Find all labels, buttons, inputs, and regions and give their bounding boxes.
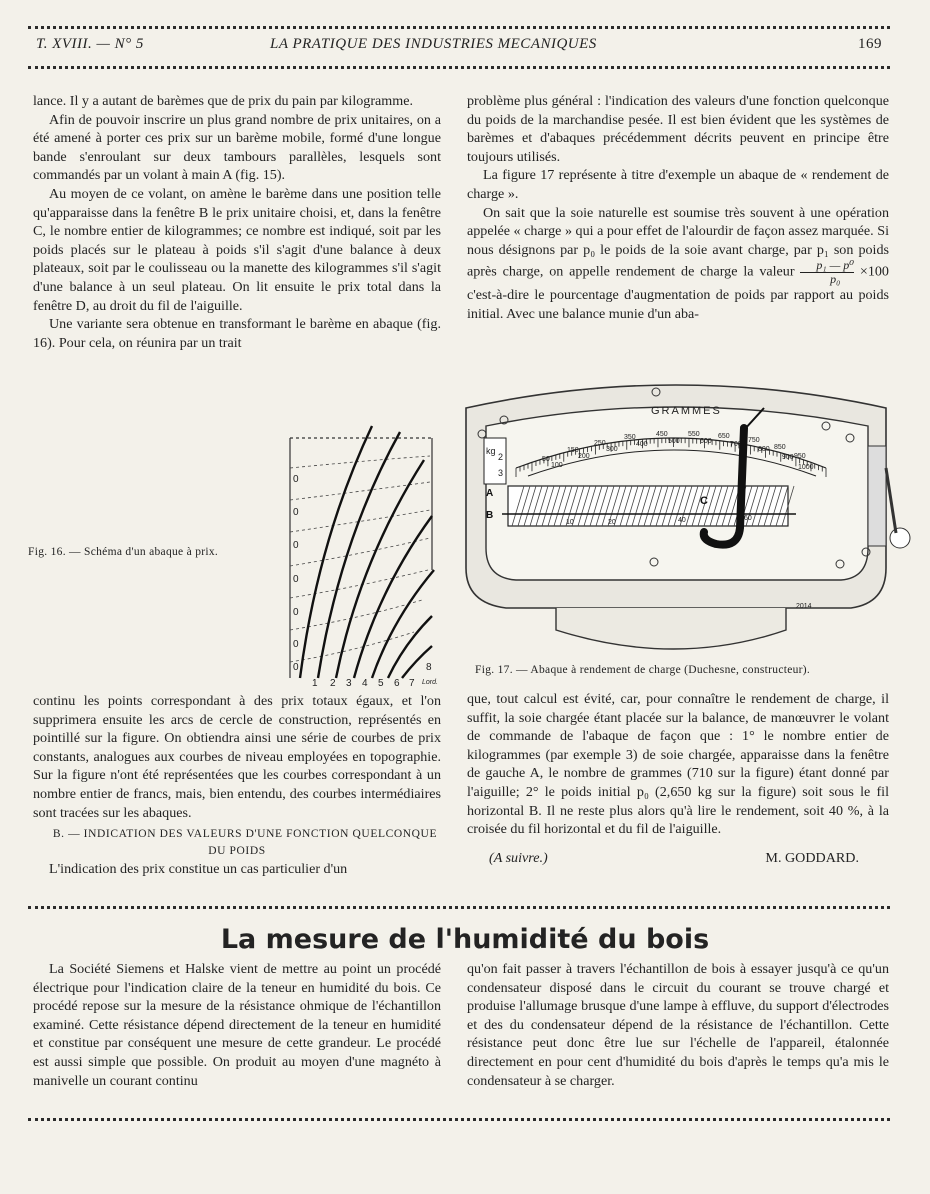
volume-number: T. XVIII. — N° 5	[36, 36, 144, 52]
formula-numerator: p₁ — p⁰	[800, 259, 854, 273]
formula-denominator: p₀	[830, 272, 841, 287]
fig17-scale-label: 950	[794, 453, 806, 460]
paragraph	[467, 204, 889, 324]
fig17-crank-mount	[868, 446, 886, 546]
fig17-kg-digit: 3	[498, 468, 504, 478]
fig17-band-number: 60	[744, 515, 752, 522]
fig17-scale-label: 1000	[798, 464, 814, 471]
formula-multiplier: ×100	[859, 264, 889, 281]
page-number: 169	[858, 36, 882, 52]
fig17-scale-label: 600	[700, 438, 712, 445]
fig16-curve-label: 6	[394, 678, 400, 688]
signature-line	[467, 849, 889, 868]
fig16-abaque	[282, 420, 442, 688]
paragraph-text: On sait que la soie naturelle est soumise très souvent à une opération appelée « charge » qui a pour effet de l'alourdir de façon assez marquée. Si nous désignons par p₀ le poids de la soie avant charge, par p₁ son poids après charge, on appelle rendement de charge la valeur	[467, 204, 889, 281]
fig17-band-number: 10	[566, 519, 574, 526]
fig17-scale-label: 650	[718, 433, 730, 440]
bottom-rule	[28, 1118, 890, 1121]
fig17-scale-label: 700	[730, 441, 742, 448]
fig17-scale-label: 250	[594, 440, 606, 447]
journal-title: LA PRATIQUE DES INDUSTRIES MECANIQUES	[270, 36, 597, 52]
paragraph: Au moyen de ce volant, on amène le barème dans une position telle qu'apparaisse dans la fenêtre B le prix unitaire choisi, et, dans la fenêtre C, le nombre entier de kilogrammes; ce nombre est indiqué, soit par les poids placés sur le plateau à poids s'il s'agit d'une balance à deux plateaux, soit par le coulisseau ou la manette des kilogrammes s'il s'agit d'une balance à un seul plateau. On lit ensuite le prix total dans la fenêtre D, au droit du fil de l'aiguille.	[33, 185, 441, 314]
fig16-curve-label: 4	[362, 678, 368, 688]
fig16-zero-label: 0	[293, 507, 299, 518]
running-header	[36, 36, 882, 58]
paragraph: La figure 17 représente à titre d'exemple un abaque de « rendement de charge ».	[467, 167, 889, 202]
fig17-scale-label: 50	[542, 456, 550, 463]
fig16-zero-label: 0	[293, 607, 299, 618]
header-rule	[28, 66, 890, 69]
fig17-scale-label: 350	[624, 434, 636, 441]
fig17-scale-label: 400	[636, 441, 648, 448]
fig17-scale-label: 450	[656, 431, 668, 438]
article-title: La mesure de l'humidité du bois	[220, 924, 710, 955]
paragraph: Une variante sera obtenue en transformant le barème en abaque (fig. 16). Pour cela, on réunira par un trait	[33, 316, 441, 351]
paragraph: Afin de pouvoir inscrire un plus grand nombre de prix unitaires, on a été amené à porter ces prix sur un barème mobile, formé d'une longue bande s'enroulant sur deux tambours parallèles, lesquels sont commandés par un volant à main A (fig. 15).	[33, 111, 441, 184]
fig17-kg-digit: 2	[498, 452, 504, 462]
fig16-zero-label: 0	[293, 540, 299, 551]
fig16-zero-label: 0	[293, 662, 299, 673]
fig17-kg-label: kg	[486, 446, 496, 456]
fig17-scale-label: 500	[668, 438, 680, 445]
fig17-scale-label: 200	[578, 453, 590, 460]
fig16-curve-label: 8	[426, 662, 432, 673]
fig17-scale-label: 850	[774, 444, 786, 451]
fig16-zero-label: 0	[293, 474, 299, 485]
left-column-top	[33, 92, 441, 352]
fig17-scale-title: GRAMMES	[651, 405, 722, 417]
fig16-curve-label: 3	[346, 678, 352, 688]
article-rule	[28, 906, 890, 909]
fig16-zero-label: 0	[293, 574, 299, 585]
fig17-mark: 2014	[796, 603, 812, 610]
fig17-scale-label: 800	[758, 446, 770, 453]
fig16-curve-label: 2	[330, 678, 336, 688]
right-column-bottom	[467, 690, 889, 867]
fig17-caption: Fig. 17. — Abaque à rendement de charge (Duchesne, constructeur).	[475, 664, 811, 676]
author: M. GODDARD.	[765, 849, 859, 866]
fig17-base	[556, 608, 786, 649]
paragraph: lance. Il y a autant de barèmes que de prix du pain par kilogramme.	[33, 93, 413, 109]
formula	[800, 259, 854, 286]
fig17-window-label: C	[700, 495, 708, 507]
paragraph: continu les points correspondant à des prix totaux égaux, et l'on supprimera ensuite les arcs de cercle de construction, représentés en pointillé sur la figure. On obtiendra ainsi une série de courbes de prix constants, analogues aux courbes de niveau employées en topographie. Sur la figure n'ont été représentées que les courbes correspondant à un nombre entier de francs, mais, bien entendu, des courbes intermédiaires sont tracées sur les abaques.	[33, 693, 441, 821]
fig17-scale-label: 150	[567, 447, 579, 454]
fig16-curve-label: 5	[378, 678, 384, 688]
paragraph: problème plus général : l'indication des valeurs d'une fonction quelconque du poids de la marchandise pesée. Il est bien évident que les systèmes de barèmes et d'abaques précédemment décrits peuvent en principe être toujours utilisés.	[467, 93, 889, 165]
fig17-scale-label: 300	[606, 446, 618, 453]
fig17-crank-knob	[890, 528, 910, 548]
fig16-signature: Lord.	[422, 679, 438, 686]
paragraph-text: c'est-à-dire le pourcentage d'augmentation de poids par rapport au poids initial. Avec une balance munie d'un aba-	[467, 287, 889, 322]
paragraph: que, tout calcul est évité, car, pour connaître le rendement de charge, il suffit, la soie chargée étant placée sur la balance, de manœuvrer le volant de commande de l'abaque de façon que : 1° le nombre entier de kilogrammes (par exemple 3) de soie chargée, apparaisse dans la fenêtre de gauche A, le nombre de grammes (710 sur la figure) étant donné par l'aiguille; 2° le poids initial p₀ (2,650 kg sur la figure) soit sous le fil horizontal B. Il ne reste plus alors qu'à lire le rendement, soit 40 %, à la croisée du fil horizontal et du fil de l'aiguille.	[467, 691, 889, 838]
right-column-top	[467, 92, 889, 324]
fig17-scale-label: 100	[551, 462, 563, 469]
paragraph: La Société Siemens et Halske vient de mettre au point un procédé électrique pour l'indication claire de la teneur en humidité du bois. Ce procédé repose sur la mesure de la résistance ohmique de l'échantillon examiné. Cette résistance dépend directement de la teneur en humidité et constitue par conséquent une mesure de cette grandeur. Le procédé est aussi simple que possible. On produit au moyen d'une magnéto à manivelle un courant continu	[33, 961, 441, 1089]
fig17-scale-label: 750	[748, 437, 760, 444]
fig17-scale-label: 900	[782, 454, 794, 461]
fig17-crank-arm	[886, 468, 896, 533]
fig17-scale-label: 550	[688, 431, 700, 438]
fig17-balance	[446, 368, 912, 668]
fig16-curve-label: 7	[409, 678, 415, 688]
left-column-bottom	[33, 692, 441, 879]
article2-right	[467, 960, 889, 1090]
fig17-band-number: 20	[608, 519, 616, 526]
top-rule	[28, 26, 890, 29]
paragraph: L'indication des prix constitue un cas particulier d'un	[49, 861, 348, 878]
fig17-window-label: A	[486, 488, 494, 499]
fig17-band-number: 40	[678, 517, 686, 524]
to-be-continued: (A suivre.)	[489, 849, 548, 866]
fig17-window-label: B	[486, 510, 494, 521]
section-heading: B. — INDICATION DES VALEURS D'UNE FONCTION QUELCONQUE DU POIDS	[52, 828, 438, 858]
article2-left	[33, 960, 441, 1090]
fig16-curve-label: 1	[312, 678, 318, 688]
fig16-zero-label: 0	[293, 639, 299, 650]
paragraph: qu'on fait passer à travers l'échantillon de bois à essayer jusqu'à ce qu'un condensateur disposé dans le circuit du courant se trouve chargé et produise l'allumage brusque d'une lampe à effluve, du support d'électrodes et des du condensateur dépend de la résistance de l'échantillon. Cette résistance peut donc être lue sur l'échelle de l'appareil, étalonnée directement en pour cent d'humidité du bois d'après le temps qu'a mis le condensateur à se charger.	[467, 961, 889, 1089]
fig16-caption: Fig. 16. — Schéma d'un abaque à prix.	[28, 546, 219, 558]
